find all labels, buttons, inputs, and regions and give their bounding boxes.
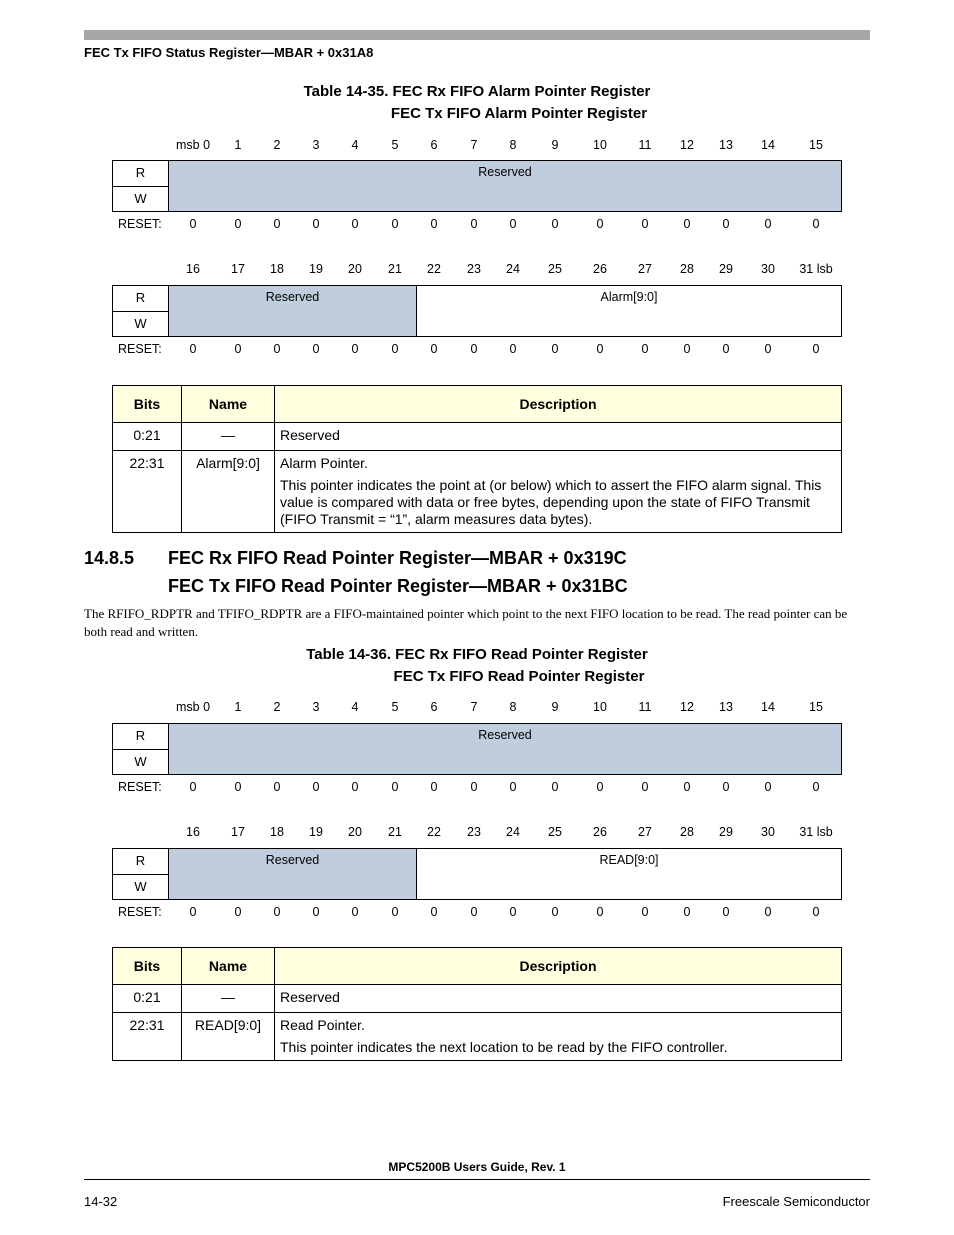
company-name: Freescale Semiconductor	[722, 1194, 870, 1209]
name-header: Name	[182, 386, 275, 423]
reset-value: 0	[596, 217, 604, 231]
reset-value: 0	[312, 342, 320, 356]
bit-number: 5	[391, 138, 399, 152]
reset-value: 0	[470, 905, 478, 919]
reset-value: 0	[430, 342, 438, 356]
bit-number: 4	[351, 138, 359, 152]
table-row	[113, 451, 842, 533]
reset-value: 0	[189, 342, 197, 356]
write-row-label: W	[113, 312, 169, 337]
reset-value: 0	[391, 217, 399, 231]
description-body: This pointer indicates the next location to be read by the FIFO controller.	[280, 1039, 728, 1055]
bit-number: 18	[270, 825, 284, 839]
bit-number: 16	[186, 825, 200, 839]
reset-value: 0	[722, 780, 730, 794]
bit-number: msb 0	[175, 138, 211, 152]
section-number: 14.8.5	[84, 548, 135, 568]
bit-number: 30	[761, 825, 775, 839]
bits-cell: 0:21	[113, 423, 182, 451]
reset-value: 0	[551, 342, 559, 356]
bit-number: 29	[719, 825, 733, 839]
reset-value: 0	[551, 905, 559, 919]
reset-value: 0	[312, 217, 320, 231]
bit-number: 2	[273, 700, 281, 714]
bit-number: 14	[761, 700, 775, 714]
running-title: FEC Tx FIFO Status Register—MBAR + 0x31A8	[84, 45, 374, 60]
table-36-reset-row-upper	[0, 780, 954, 796]
reset-value: 0	[273, 342, 281, 356]
read-row-label: R	[113, 161, 169, 187]
reserved-field: Reserved	[169, 724, 841, 774]
reset-value: 0	[683, 217, 691, 231]
footer-doc-title: MPC5200B Users Guide, Rev. 1	[388, 1160, 566, 1174]
table-36-field-descriptions	[112, 947, 842, 1061]
read-field: READ[9:0]	[416, 849, 841, 899]
reserved-field: Reserved	[169, 286, 416, 336]
read-row-label: R	[113, 286, 169, 312]
bit-number: 17	[231, 262, 245, 276]
bit-number: 24	[506, 262, 520, 276]
bit-number: 28	[680, 825, 694, 839]
table-35-caption-line2: FEC Tx FIFO Alarm Pointer Register	[390, 105, 648, 122]
reset-value: 0	[812, 780, 820, 794]
reset-label: RESET:	[118, 217, 162, 231]
bits-header: Bits	[113, 948, 182, 985]
description-header: Description	[275, 386, 842, 423]
reset-value: 0	[509, 905, 517, 919]
bit-number: 3	[312, 138, 320, 152]
reset-value: 0	[391, 342, 399, 356]
table-row	[113, 1013, 842, 1061]
bits-header: Bits	[113, 386, 182, 423]
section-title-line2: FEC Tx FIFO Read Pointer Register—MBAR + 0x31BC	[168, 576, 628, 596]
reset-value: 0	[273, 217, 281, 231]
reset-value: 0	[234, 780, 242, 794]
reset-value: 0	[234, 342, 242, 356]
bit-number: 10	[593, 138, 607, 152]
read-row-label: R	[113, 724, 169, 750]
reset-value: 0	[430, 905, 438, 919]
table-header-row	[113, 948, 842, 985]
reset-value: 0	[351, 217, 359, 231]
reset-value: 0	[234, 217, 242, 231]
table-header-row	[113, 386, 842, 423]
bit-number: 8	[509, 700, 517, 714]
bit-number: 17	[231, 825, 245, 839]
bit-number: 25	[548, 825, 562, 839]
table-35-register-lower	[112, 285, 842, 337]
bit-number: 1	[234, 138, 242, 152]
reset-value: 0	[234, 905, 242, 919]
reset-value: 0	[189, 780, 197, 794]
reset-value: 0	[812, 342, 820, 356]
bit-number: 7	[470, 138, 478, 152]
reset-label: RESET:	[118, 780, 162, 794]
name-cell: —	[182, 985, 275, 1013]
description-title: Read Pointer.	[280, 1017, 365, 1033]
reset-value: 0	[391, 905, 399, 919]
bit-number: 8	[509, 138, 517, 152]
reset-value: 0	[551, 217, 559, 231]
bit-number: 6	[430, 700, 438, 714]
bit-number: 3	[312, 700, 320, 714]
write-row-label: W	[113, 187, 169, 212]
bits-cell: 22:31	[113, 451, 182, 533]
bit-number: 23	[467, 825, 481, 839]
reset-value: 0	[812, 217, 820, 231]
table-36-caption-line2: FEC Tx FIFO Read Pointer Register	[393, 668, 645, 685]
bit-number: 30	[761, 262, 775, 276]
reset-value: 0	[351, 780, 359, 794]
bit-number: 20	[348, 262, 362, 276]
name-header: Name	[182, 948, 275, 985]
reset-value: 0	[509, 342, 517, 356]
bit-number: 19	[309, 262, 323, 276]
bit-number: 13	[719, 700, 733, 714]
reset-value: 0	[430, 217, 438, 231]
table-36-register-upper	[112, 723, 842, 775]
bit-number: 12	[680, 700, 694, 714]
description-cell: Reserved	[275, 985, 842, 1013]
bit-number: 31 lsb	[799, 262, 833, 276]
table-35-reset-row-upper	[0, 217, 954, 233]
bit-number: 15	[809, 138, 823, 152]
bit-number: 12	[680, 138, 694, 152]
table-row	[113, 423, 842, 451]
reset-value: 0	[764, 217, 772, 231]
description-cell: Reserved	[275, 423, 842, 451]
bit-number: 11	[638, 700, 652, 714]
name-cell: —	[182, 423, 275, 451]
reset-label: RESET:	[118, 342, 162, 356]
bit-number: 4	[351, 700, 359, 714]
bit-number: 22	[427, 825, 441, 839]
bit-number: 2	[273, 138, 281, 152]
bit-number: 21	[388, 262, 402, 276]
bit-number: 6	[430, 138, 438, 152]
table-36-reset-row-lower	[0, 905, 954, 921]
reset-value: 0	[470, 780, 478, 794]
bit-number: 31 lsb	[799, 825, 833, 839]
reset-value: 0	[351, 905, 359, 919]
bit-number: 14	[761, 138, 775, 152]
bit-number: 1	[234, 700, 242, 714]
footer-rule	[84, 1179, 870, 1180]
reset-value: 0	[596, 342, 604, 356]
reset-value: 0	[764, 342, 772, 356]
reset-value: 0	[683, 780, 691, 794]
table-row	[113, 985, 842, 1013]
bit-number: 19	[309, 825, 323, 839]
reset-value: 0	[470, 217, 478, 231]
bit-number: 9	[551, 138, 559, 152]
table-36-bit-numbers-upper	[0, 700, 954, 716]
write-row-label: W	[113, 750, 169, 775]
reset-value: 0	[596, 780, 604, 794]
table-35-reset-row-lower	[0, 342, 954, 358]
bit-number: msb 0	[175, 700, 211, 714]
table-36-bit-numbers-lower	[0, 825, 954, 841]
bit-number: 10	[593, 700, 607, 714]
table-35-field-descriptions	[112, 385, 842, 533]
reset-value: 0	[641, 342, 649, 356]
bit-number: 23	[467, 262, 481, 276]
bit-number: 5	[391, 700, 399, 714]
bits-cell: 0:21	[113, 985, 182, 1013]
description-header: Description	[275, 948, 842, 985]
reset-value: 0	[596, 905, 604, 919]
reset-value: 0	[764, 905, 772, 919]
bit-number: 27	[638, 825, 652, 839]
table-36-register-lower	[112, 848, 842, 900]
reset-value: 0	[641, 217, 649, 231]
reset-value: 0	[641, 905, 649, 919]
reset-value: 0	[683, 905, 691, 919]
reset-value: 0	[189, 905, 197, 919]
reset-value: 0	[722, 217, 730, 231]
description-body: This pointer indicates the point at (or below) which to assert the FIFO alarm signal. This value is compared with data or free bytes, depending upon the state of FIFO Transmit (FIFO Transmit = “1”, alarm measures data bytes).	[280, 477, 822, 527]
name-cell: READ[9:0]	[182, 1013, 275, 1061]
table-35-bit-numbers-upper	[0, 138, 954, 154]
read-row-label: R	[113, 849, 169, 875]
table-35-register-upper	[112, 160, 842, 212]
bit-number: 16	[186, 262, 200, 276]
reset-value: 0	[312, 905, 320, 919]
table-35-caption-line1: Table 14-35. FEC Rx FIFO Alarm Pointer Register	[303, 83, 651, 100]
reset-value: 0	[509, 217, 517, 231]
name-cell: Alarm[9:0]	[182, 451, 275, 533]
bit-number: 24	[506, 825, 520, 839]
bit-number: 9	[551, 700, 559, 714]
bit-number: 21	[388, 825, 402, 839]
reset-value: 0	[722, 905, 730, 919]
section-body-paragraph: The RFIFO_RDPTR and TFIFO_RDPTR are a FIFO-maintained pointer which point to the next FIFO location to be read. The read pointer can be both read and written.	[84, 606, 848, 639]
header-rule	[84, 30, 870, 40]
description-cell	[275, 451, 842, 533]
reset-value: 0	[722, 342, 730, 356]
reset-label: RESET:	[118, 905, 162, 919]
bit-number: 7	[470, 700, 478, 714]
bit-number: 13	[719, 138, 733, 152]
reserved-field: Reserved	[169, 849, 416, 899]
table-35-bit-numbers-lower	[0, 262, 954, 278]
reset-value: 0	[470, 342, 478, 356]
bit-number: 11	[638, 138, 652, 152]
reset-value: 0	[509, 780, 517, 794]
reset-value: 0	[430, 780, 438, 794]
bit-number: 25	[548, 262, 562, 276]
description-cell	[275, 1013, 842, 1061]
description-title: Alarm Pointer.	[280, 455, 368, 471]
reset-value: 0	[812, 905, 820, 919]
reserved-field: Reserved	[169, 161, 841, 211]
reset-value: 0	[641, 780, 649, 794]
reset-value: 0	[351, 342, 359, 356]
alarm-field: Alarm[9:0]	[416, 286, 841, 336]
write-row-label: W	[113, 875, 169, 900]
bits-cell: 22:31	[113, 1013, 182, 1061]
bit-number: 18	[270, 262, 284, 276]
page-number: 14-32	[84, 1194, 118, 1209]
reset-value: 0	[312, 780, 320, 794]
bit-number: 26	[593, 825, 607, 839]
reset-value: 0	[764, 780, 772, 794]
reset-value: 0	[683, 342, 691, 356]
bit-number: 20	[348, 825, 362, 839]
bit-number: 22	[427, 262, 441, 276]
bit-number: 28	[680, 262, 694, 276]
reset-value: 0	[273, 780, 281, 794]
bit-number: 27	[638, 262, 652, 276]
table-36-caption-line1: Table 14-36. FEC Rx FIFO Read Pointer Register	[306, 646, 648, 663]
section-title-line1: FEC Rx FIFO Read Pointer Register—MBAR + 0x319C	[168, 548, 627, 568]
bit-number: 26	[593, 262, 607, 276]
reset-value: 0	[391, 780, 399, 794]
reset-value: 0	[189, 217, 197, 231]
reset-value: 0	[551, 780, 559, 794]
bit-number: 15	[809, 700, 823, 714]
bit-number: 29	[719, 262, 733, 276]
reset-value: 0	[273, 905, 281, 919]
